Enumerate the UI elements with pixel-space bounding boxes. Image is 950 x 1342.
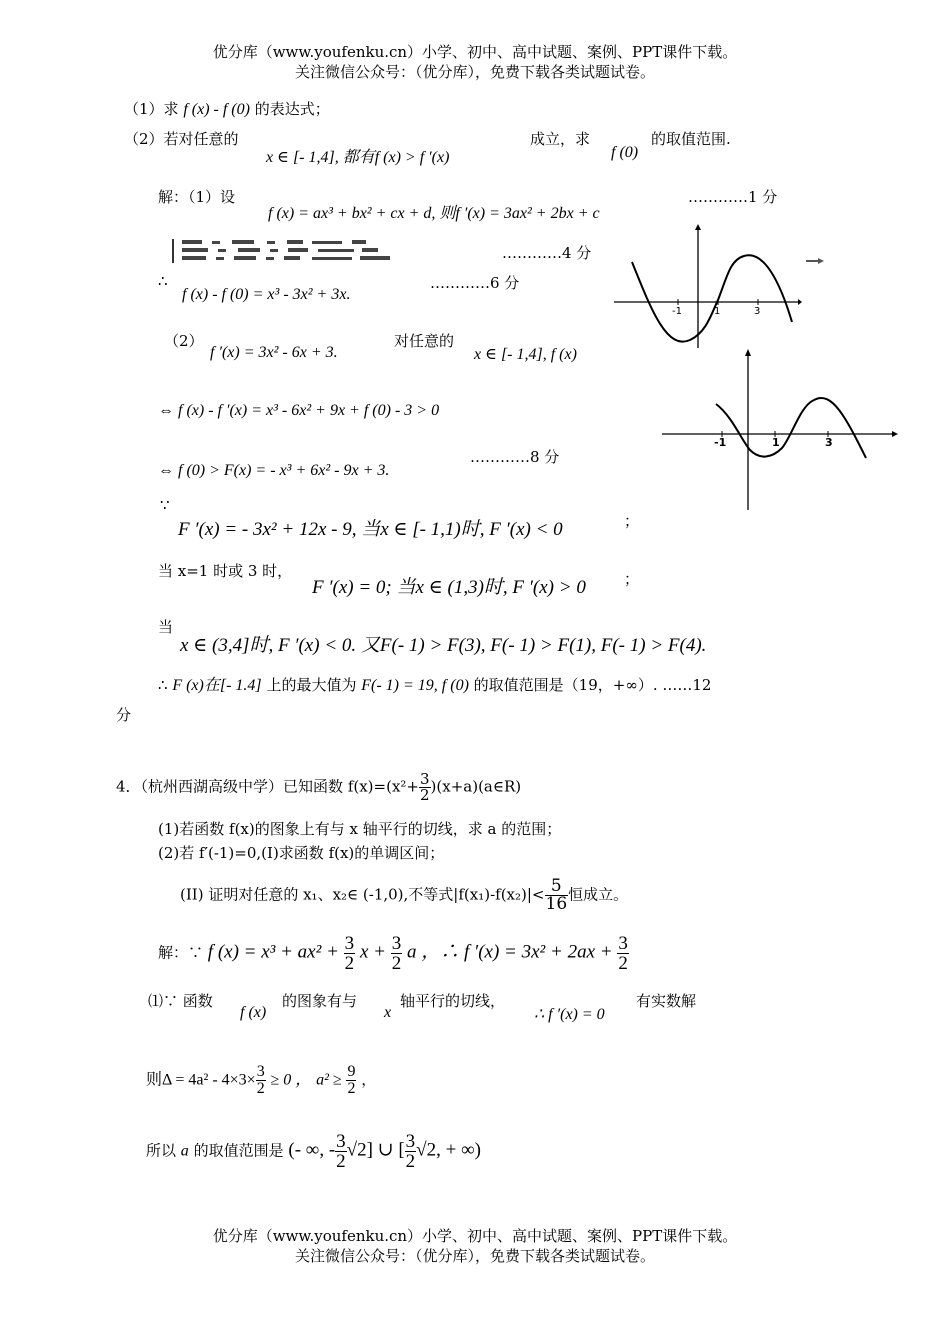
p4-title-frac <box>419 772 431 803</box>
p4-question-3 <box>180 878 628 913</box>
p4-sol-pre: 解：∵ <box>158 943 204 962</box>
p4-sol-frac-3-den: 2 <box>618 953 628 974</box>
p4-q3-suffix: 恒成立。 <box>568 885 629 904</box>
p4-s1-math2: ∴ f ′(x) = 0 <box>534 1006 605 1023</box>
q2-math: x ∈ [- 1,4], 都有f (x) > f ′(x) <box>266 149 450 166</box>
equiv-line-1: ⇔ f (x) - f ′(x) = x³ - 6x² + 9x + f (0) - 3 > 0 <box>158 402 440 419</box>
footer-line-1: 优分库（www.youfenku.cn）小学、初中、高中试题、案例、PPT课件下载。 <box>212 1227 738 1245</box>
graph-1 <box>612 222 802 352</box>
q1-prefix: （1）求 <box>124 100 179 118</box>
conclusion-math-2: F(- 1) = 19, f (0) <box>361 677 469 694</box>
graph1-tick-1: 1 <box>714 306 721 317</box>
p4-sol-frac-2 <box>391 934 403 973</box>
equation-system-image <box>172 236 492 270</box>
p4-delta-frac-9 <box>346 1064 356 1097</box>
p4-range-frac-2 <box>405 1132 417 1171</box>
p4-q3-frac-den: 16 <box>545 894 568 914</box>
p4-delta-comma: ， <box>361 1070 377 1089</box>
p4-sol-frac-2-num: 3 <box>391 933 402 954</box>
p4-title-frac-num: 3 <box>420 770 430 788</box>
q2-math2: f (0) <box>611 144 639 161</box>
p4-range-frac-1-den: 2 <box>336 1151 346 1172</box>
score-4: …………4 分 <box>502 244 592 262</box>
p4-q3-frac <box>545 878 569 913</box>
graph1-tick-3: 3 <box>754 306 761 317</box>
p4-q3-pre: (II) 证明对任意的 x₁、x₂∈ (-1,0),不等式|f(x₁)-f(x₂)|< <box>180 885 545 904</box>
p4-delta-frac-den: 2 <box>256 1080 265 1097</box>
part2-text: 对任意的 <box>394 332 455 350</box>
graph1-tick-neg1: -1 <box>672 306 682 317</box>
p4-question-2: (2)若 f′(-1)=0,(I)求函数 f(x)的单调区间； <box>158 844 445 862</box>
p4-delta-mid: ≥ 0 ， <box>270 1071 312 1089</box>
graph2-tick-3: 3 <box>825 436 833 449</box>
q2-mid: 成立，求 <box>530 130 591 148</box>
p4-sol-frac-1-num: 3 <box>344 933 355 954</box>
solution-math-1: f (x) = ax³ + bx² + cx + d, 则f ′(x) = 3ax² + 2bx + c <box>268 205 600 222</box>
p4-title-suffix: )(x+a)(a∈R) <box>430 777 522 796</box>
graph2-tick-1: 1 <box>772 436 780 449</box>
q2-prefix: （2）若对任意的 <box>124 130 239 148</box>
p4-sol-frac-1-den: 2 <box>344 953 355 974</box>
p4-range-a: a <box>180 1142 189 1160</box>
q2-suffix: 的取值范围. <box>651 130 731 148</box>
solution-math-3: f (x) - f (0) = x³ - 3x² + 3x. <box>182 286 351 303</box>
p4-range-math-3: √2, + ∞) <box>416 1139 481 1161</box>
p4-range-frac-2-den: 2 <box>405 1151 416 1172</box>
therefore-1: ∴ <box>158 272 168 290</box>
equiv-line-2: ⇔ f (0) > F(x) = - x³ + 6x² - 9x + 3. <box>158 462 390 479</box>
p4-delta-line <box>146 1064 376 1097</box>
p4-sol-math: f (x) = x³ + ax² + <box>207 941 339 963</box>
conclusion-text-2: 的取值范围是（19，+∞）. ……12 <box>473 676 712 694</box>
p4-range-line <box>146 1132 481 1171</box>
p4-delta-a: a² ≥ <box>316 1071 342 1089</box>
p4-s1-math: f (x) <box>240 1004 267 1021</box>
graph-2 <box>660 346 900 514</box>
p4-solution-line <box>158 934 629 973</box>
p4-sol-math-c: a ，∴ f ′(x) = 3x² + 2ax + <box>407 941 613 963</box>
small-arrow-mark <box>806 250 824 269</box>
p4-range-frac-1-num: 3 <box>336 1131 346 1152</box>
conclusion-math-1: F (x)在[- 1.4] <box>172 677 262 694</box>
p4-s1-pre: ⑴∵ 函数 <box>148 992 213 1010</box>
p4-range-frac-2-num: 3 <box>405 1131 416 1152</box>
graph2-tick-neg1: -1 <box>714 436 727 449</box>
interval-line: x ∈ (3,4]时, F ′(x) < 0. 又F(- 1) > F(3), F(- 1) > F(1), F(- 1) > F(4). <box>180 635 707 656</box>
q1-suffix: 的表达式； <box>254 100 330 118</box>
p4-q3-frac-num: 5 <box>545 878 569 896</box>
solution-label: 解：（1）设 <box>158 188 236 206</box>
p4-question-1: (1)若函数 f(x)的图象上有与 x 轴平行的切线，求 a 的范围； <box>158 820 562 838</box>
fprime-line: F ′(x) = - 3x² + 12x - 9, 当x ∈ [- 1,1)时, F ′(x) < 0 <box>178 519 563 540</box>
score-1: …………1 分 <box>688 188 778 206</box>
p4-s1-suffix: 有实数解 <box>636 992 697 1010</box>
p4-sol-frac-3 <box>617 934 629 973</box>
p4-s1-mid: 的图象有与 <box>282 992 358 1010</box>
therefore-2: ∴ <box>158 676 168 694</box>
p4-delta-frac-9-den: 2 <box>347 1080 356 1097</box>
p4-title-text: 4．（杭州西湖高级中学）已知函数 f(x)=(x²+ <box>116 777 419 796</box>
header-line-2: 关注微信公众号：（优分库），免费下载各类试题试卷。 <box>294 63 655 81</box>
p4-delta-frac-9-num: 9 <box>347 1063 356 1080</box>
p4-delta-frac <box>256 1064 266 1097</box>
score-6: …………6 分 <box>430 274 520 292</box>
p4-s1-x: x <box>384 1004 392 1021</box>
semicolon-2: ； <box>624 570 640 588</box>
p4-sol-math-b: x + <box>359 941 386 963</box>
semicolon-1: ； <box>624 512 640 530</box>
footer-line-2: 关注微信公众号：（优分库），免费下载各类试题试卷。 <box>294 1247 655 1265</box>
p4-s1-mid2: 轴平行的切线， <box>400 992 506 1010</box>
p4-title-frac-den: 2 <box>420 786 430 804</box>
question-1 <box>124 98 330 119</box>
p4-delta-frac-num: 3 <box>256 1063 265 1080</box>
problem-4-title <box>116 772 521 803</box>
p4-range-math-1: (- ∞, - <box>288 1139 336 1161</box>
conclusion-text-1: 上的最大值为 <box>266 676 357 694</box>
p4-delta-pre: 则Δ = 4a² - 4×3× <box>146 1071 256 1089</box>
q1-math: f (x) - f (0) <box>183 101 250 118</box>
p4-range-text: 的取值范围是 <box>193 1141 284 1160</box>
p4-range-math-2: √2] ∪ [ <box>346 1139 405 1161</box>
header-line-1: 优分库（www.youfenku.cn）小学、初中、高中试题、案例、PPT课件下载。 <box>212 43 738 61</box>
conclusion-line <box>158 672 711 695</box>
part2-math2: x ∈ [- 1,4], f (x) <box>474 346 577 363</box>
score-8: …………8 分 <box>470 448 560 466</box>
when-text: 当 x=1 时或 3 时， <box>158 562 293 580</box>
p4-sol-frac-1 <box>344 934 356 973</box>
p4-sol-frac-3-num: 3 <box>618 933 628 954</box>
p4-sol-frac-2-den: 2 <box>391 953 402 974</box>
dang-text: 当 <box>158 618 174 636</box>
p4-range-pre: 所以 <box>146 1141 177 1160</box>
part2-label: （2） <box>164 332 204 350</box>
when-math: F ′(x) = 0; 当x ∈ (1,3)时, F ′(x) > 0 <box>312 577 586 598</box>
p4-range-frac-1 <box>335 1132 347 1171</box>
part2-math: f ′(x) = 3x² - 6x + 3. <box>210 344 338 361</box>
because-symbol: ∵ <box>160 496 170 514</box>
conclusion-fen: 分 <box>116 706 132 724</box>
